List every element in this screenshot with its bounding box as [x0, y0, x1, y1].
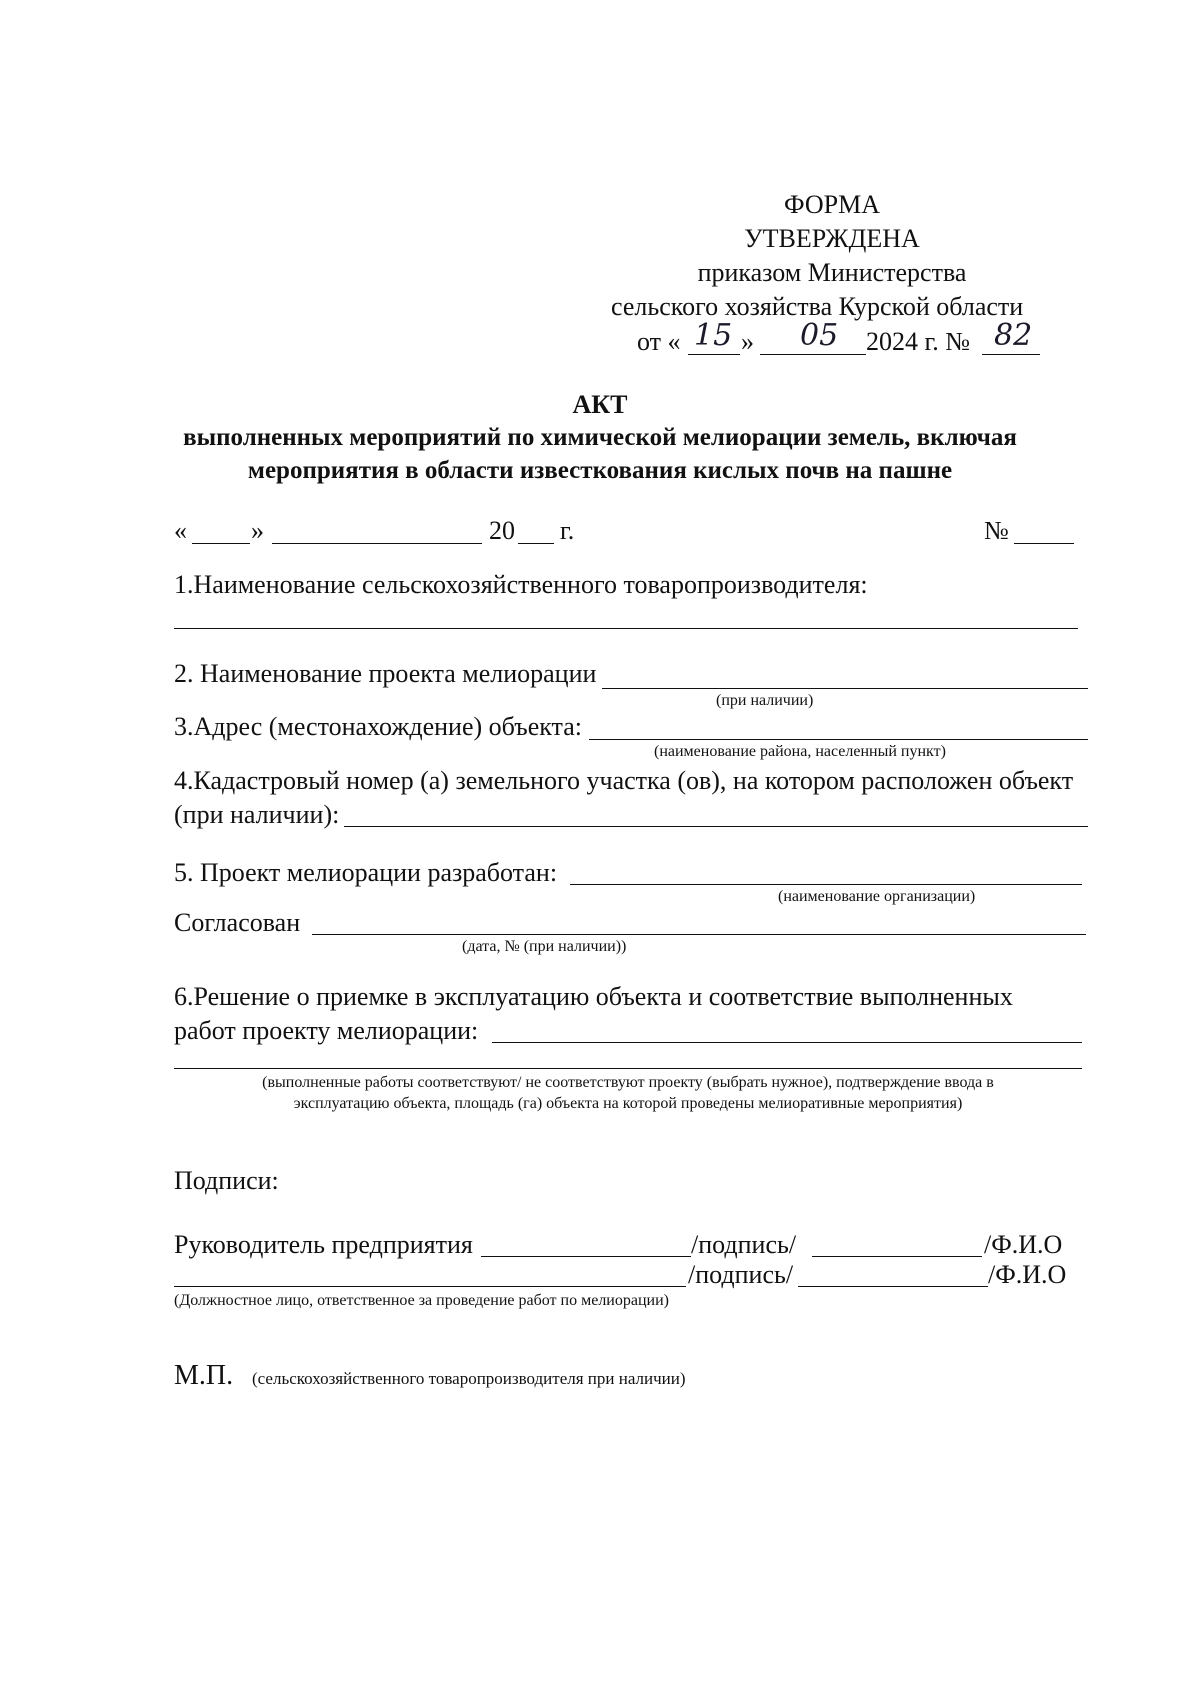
official-sign-label: /подпись/ — [688, 1260, 794, 1289]
doc-subtitle-2: мероприятия в области известкования кислых почв на пашне — [247, 457, 953, 484]
approved-label: УТВЕРЖДЕНА — [744, 224, 920, 253]
item-6-label-2: работ проекту мелиорации: — [174, 1016, 479, 1045]
date-open-quote: « — [174, 516, 187, 545]
seal-label: М.П. — [174, 1360, 234, 1391]
approval-day: 15 — [694, 318, 733, 353]
head-sign-label: /подпись/ — [691, 1230, 797, 1259]
form-label: ФОРМА — [784, 190, 880, 219]
doc-title: АКТ — [572, 390, 628, 419]
approval-from: от « — [637, 327, 681, 356]
head-label: Руководитель предприятия — [174, 1230, 473, 1259]
date-year-suffix: г. — [560, 516, 575, 545]
ministry-region: сельского хозяйства Курской области — [611, 292, 1024, 321]
item-3-note: (наименование района, населенный пункт) — [654, 743, 946, 760]
item-6-label-1: 6.Решение о приемке в эксплуатацию объекта и соответствие выполненных — [174, 982, 1013, 1011]
item-5-label: 5. Проект мелиорации разработан: — [174, 858, 558, 887]
doc-subtitle-1: выполненных мероприятий по химической мелиорации земель, включая — [183, 424, 1017, 451]
item-3-label: 3.Адрес (местонахождение) объекта: — [174, 712, 582, 741]
order-ministry: приказом Министерства — [697, 258, 967, 287]
official-note: (Должностное лицо, ответственное за проведение работ по мелиорации) — [174, 1292, 669, 1309]
approval-year: 2024 г. № — [866, 327, 971, 356]
agreed-note: (дата, № (при наличии)) — [462, 938, 627, 955]
approval-number: 82 — [994, 318, 1033, 353]
item-2-label: 2. Наименование проекта мелиорации — [174, 659, 597, 688]
date-close-quote: » — [251, 516, 264, 545]
item-5-note: (наименование организации) — [778, 888, 976, 905]
head-fio-label: /Ф.И.О — [984, 1230, 1063, 1259]
item-4-label-2: (при наличии): — [174, 800, 340, 829]
item-6-note-2: эксплуатацию объекта, площадь (га) объекта на которой проведены мелиоративные мероприятия) — [293, 1095, 963, 1112]
date-year-prefix: 20 — [489, 516, 515, 545]
item-6-note-1: (выполненные работы соответствуют/ не соответствуют проекту (выбрать нужное), подтверждение ввода в — [262, 1074, 994, 1091]
official-fio-label: /Ф.И.О — [988, 1260, 1067, 1289]
item-4-label-1: 4.Кадастровый номер (а) земельного участка (ов), на котором расположен объект — [174, 766, 1074, 795]
signatures-heading: Подписи: — [174, 1166, 279, 1195]
seal-note: (сельскохозяйственного товаропроизводителя при наличии) — [252, 1369, 686, 1388]
item-2-note: (при наличии) — [716, 692, 814, 709]
act-number-label: № — [984, 516, 1009, 545]
item-1-label: 1.Наименование сельскохозяйственного товаропроизводителя: — [174, 570, 868, 599]
approval-close-quote: » — [741, 327, 754, 356]
agreed-label: Согласован — [174, 908, 301, 937]
approval-month: 05 — [800, 318, 839, 353]
